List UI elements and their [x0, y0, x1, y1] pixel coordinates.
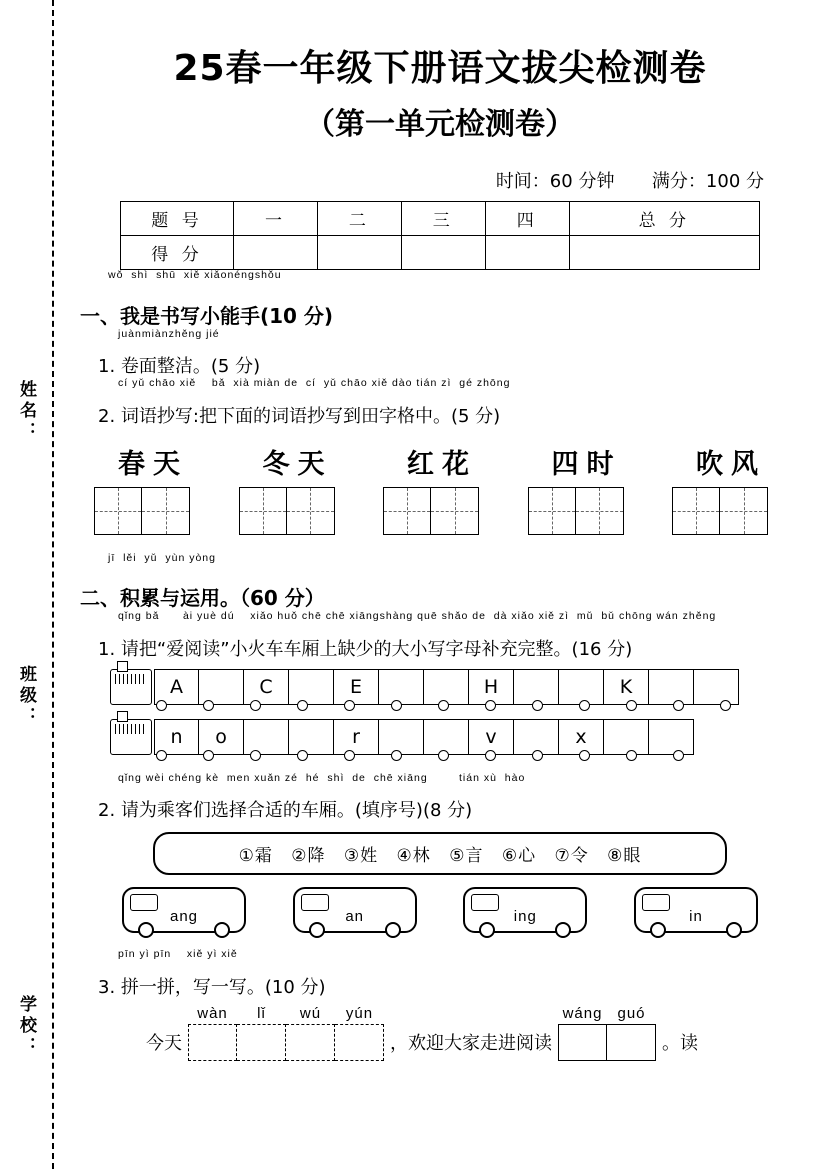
option-2[interactable]: ②降: [291, 846, 326, 867]
letter-train: [110, 669, 800, 755]
write-grid[interactable]: [188, 1024, 384, 1061]
score-header-4: 四: [485, 202, 569, 236]
train-car[interactable]: K: [604, 669, 649, 705]
wheel-icon: [203, 750, 214, 761]
score-cell-3[interactable]: [401, 236, 485, 270]
tianzi-grid-1[interactable]: [94, 487, 212, 535]
table-row: [121, 236, 760, 270]
score-cell-4[interactable]: [485, 236, 569, 270]
word-block-2: [239, 442, 357, 535]
train-wheels: [156, 700, 767, 711]
sentence-before: 今天: [146, 1032, 182, 1054]
wheel-icon: [650, 922, 666, 938]
answer-grid-1-pinyin: [188, 1005, 384, 1022]
section1-q1-pinyin: juànmiànzhěng jié: [118, 327, 220, 340]
wheel-icon: [250, 750, 261, 761]
option-6[interactable]: ⑥心: [501, 846, 537, 867]
pinyin-syllable: wàn: [197, 1004, 228, 1022]
section2-q3-pinyin: pīn yì pīn xiě yì xiě: [118, 948, 238, 961]
wheel-icon: [532, 700, 543, 711]
score-header-label: 题 号: [121, 202, 234, 236]
word-label-5: 吹风: [696, 448, 766, 480]
wheel-icon: [309, 922, 325, 938]
bus-card-ing[interactable]: [463, 887, 587, 933]
pinyin-syllable: lǐ: [257, 1004, 266, 1022]
section1-pinyin: wǒ shì shū xiě xiǎonéngshǒu: [108, 269, 282, 281]
train-car[interactable]: o: [199, 719, 244, 755]
wheel-icon: [438, 700, 449, 711]
train-car[interactable]: C: [244, 669, 289, 705]
section1-heading: 一、我是书写小能手(10 分): [80, 303, 334, 328]
bus-card-ang[interactable]: [122, 887, 246, 933]
lowercase-train: [110, 719, 800, 755]
option-7[interactable]: ⑦令: [554, 846, 589, 867]
write-cell[interactable]: [607, 1024, 656, 1061]
answer-grid-1[interactable]: [188, 1005, 384, 1061]
tianzi-grid-3[interactable]: [383, 487, 501, 535]
pinyin-syllable: wú: [299, 1004, 322, 1022]
wheel-icon: [138, 922, 154, 938]
section2-q2-text: 2. 请为乘客们选择合适的车厢。(填序号)(8 分): [98, 800, 473, 822]
option-5[interactable]: ⑤言: [449, 846, 484, 867]
tianzi-cell[interactable]: [94, 487, 142, 535]
wheel-icon: [344, 700, 355, 711]
answer-grid-2-pinyin: [558, 1005, 656, 1022]
grille-icon: [115, 674, 147, 684]
wheel-icon: [250, 700, 261, 711]
score-cell-1[interactable]: [234, 236, 318, 270]
side-label-school: 学校：: [16, 995, 36, 1058]
options-box: [153, 832, 727, 875]
section1-q2-pinyin: cí yǔ chāo xiě bǎ xià miàn de cí yǔ chāo xiě dào tián zì gé zhōng: [118, 377, 511, 390]
tianzi-cell[interactable]: [720, 487, 768, 535]
answer-grid-2[interactable]: [558, 1005, 656, 1061]
wheel-icon: [673, 700, 684, 711]
bus-row: [122, 887, 758, 933]
word-block-4: [528, 442, 646, 535]
wheel-icon: [214, 922, 230, 938]
train-car[interactable]: H: [469, 669, 514, 705]
word-block-3: [383, 442, 501, 535]
word-label-2: 冬天: [262, 448, 333, 480]
write-cell[interactable]: [237, 1024, 286, 1061]
section1-q2-text: 2. 词语抄写:把下面的词语抄写到田字格中。(5 分): [98, 405, 501, 427]
bus-card-in[interactable]: [634, 887, 758, 933]
pinyin-syllable: yún: [345, 1004, 374, 1022]
bus-label: ing: [513, 908, 537, 926]
tianzi-grid-5[interactable]: [672, 487, 790, 535]
tianzi-cell[interactable]: [142, 487, 190, 535]
exam-time: 时间：60 分钟: [495, 171, 615, 192]
pinyin-write-line: [140, 1005, 800, 1061]
side-label-name: 姓名：: [16, 380, 36, 443]
page-subtitle: （第一单元检测卷）: [305, 107, 575, 142]
wheel-icon: [156, 700, 167, 711]
train-car[interactable]: A: [154, 669, 199, 705]
write-cell[interactable]: [335, 1024, 384, 1061]
page-content: [80, 0, 800, 1061]
tianzi-cell[interactable]: [528, 487, 576, 535]
wheel-icon: [485, 750, 496, 761]
pinyin-syllable: wáng: [562, 1004, 603, 1022]
train-wheels: [156, 750, 720, 761]
wheel-icon: [391, 750, 402, 761]
write-cell[interactable]: [286, 1024, 335, 1061]
tianzi-cell[interactable]: [576, 487, 624, 535]
train-car[interactable]: r: [334, 719, 379, 755]
table-row: [121, 202, 760, 236]
tianzi-cell[interactable]: [672, 487, 720, 535]
write-grid[interactable]: [558, 1024, 656, 1061]
bus-label: in: [689, 908, 703, 926]
word-label-1: 春天: [118, 448, 188, 480]
word-block-1: [94, 442, 212, 535]
tianzi-cell[interactable]: [383, 487, 431, 535]
train-car[interactable]: x: [559, 719, 604, 755]
tianzi-cell[interactable]: [287, 487, 335, 535]
score-row-label: 得 分: [121, 236, 234, 270]
write-cell[interactable]: [558, 1024, 607, 1061]
side-label-class: 班级：: [16, 665, 36, 728]
tianzi-cell[interactable]: [431, 487, 479, 535]
wheel-icon: [626, 700, 637, 711]
section2-q3-text: 3. 拼一拼，写一写。(10 分): [98, 976, 326, 998]
page-title: 25春一年级下册语文拔尖检测卷: [173, 48, 707, 89]
score-header-3: 三: [401, 202, 485, 236]
pinyin-syllable: guó: [617, 1004, 646, 1022]
bus-label: ang: [169, 908, 199, 926]
wheel-icon: [485, 700, 496, 711]
sentence-middle: ，欢迎大家走进阅读: [390, 1032, 552, 1054]
bus-card-an[interactable]: [293, 887, 417, 933]
locomotive-icon: [110, 719, 152, 755]
wheel-icon: [203, 700, 214, 711]
uppercase-train: [110, 669, 800, 705]
wheel-icon: [438, 750, 449, 761]
sentence-after: 。读: [662, 1032, 698, 1054]
train-car[interactable]: n: [154, 719, 199, 755]
tianzi-grid-2[interactable]: [239, 487, 357, 535]
score-header-2: 二: [317, 202, 401, 236]
wheel-icon: [344, 750, 355, 761]
section2-q2-pinyin: qǐng wèi chéng kè men xuǎn zé hé shì de chē xiāng tián xù hào: [118, 771, 526, 784]
locomotive-icon: [110, 669, 152, 705]
option-3[interactable]: ③姓: [343, 846, 379, 867]
write-cell[interactable]: [188, 1024, 237, 1061]
wheel-icon: [579, 750, 590, 761]
train-car[interactable]: v: [469, 719, 514, 755]
option-4[interactable]: ④林: [396, 846, 431, 867]
wheel-icon: [720, 700, 731, 711]
wheel-icon: [626, 750, 637, 761]
bus-label: an: [345, 908, 364, 926]
wheel-icon: [391, 700, 402, 711]
score-table: [120, 201, 760, 270]
wheel-icon: [385, 922, 401, 938]
option-8[interactable]: ⑧眼: [607, 846, 642, 867]
exam-full-score: 满分：100 分: [651, 171, 764, 192]
score-cell-2[interactable]: [317, 236, 401, 270]
wheel-icon: [555, 922, 571, 938]
section2-pinyin: jī lěi yǔ yùn yòng: [108, 551, 216, 564]
section2-q1-pinyin: qǐng bǎ ài yuè dú xiǎo huǒ chē chē xiāngshàng quē shǎo de dà xiǎo xiě zì mǔ bǔ chōng wán zhěng: [118, 610, 717, 623]
word-copy-row: [94, 442, 790, 535]
word-label-4: 四时: [551, 448, 622, 480]
wheel-icon: [726, 922, 742, 938]
wheel-icon: [156, 750, 167, 761]
score-header-total: 总 分: [569, 202, 759, 236]
word-label-3: 红花: [407, 448, 477, 480]
grille-icon: [115, 724, 147, 734]
score-header-1: 一: [234, 202, 318, 236]
wheel-icon: [297, 700, 308, 711]
tianzi-grid-4[interactable]: [528, 487, 646, 535]
train-car[interactable]: E: [334, 669, 379, 705]
wheel-icon: [532, 750, 543, 761]
smokestack-icon: [117, 711, 128, 722]
wheel-icon: [297, 750, 308, 761]
tianzi-cell[interactable]: [239, 487, 287, 535]
wheel-icon: [479, 922, 495, 938]
section2-heading: 二、积累与运用。（60 分）: [80, 586, 325, 611]
score-cell-total[interactable]: [569, 236, 759, 270]
section1-q1-text: 1. 卷面整洁。(5 分): [98, 356, 261, 378]
binding-dashed-line: [52, 0, 54, 1169]
exam-meta: [80, 167, 764, 193]
wheel-icon: [673, 750, 684, 761]
word-block-5: [672, 442, 790, 535]
smokestack-icon: [117, 661, 128, 672]
option-1[interactable]: ①霜: [238, 846, 273, 867]
wheel-icon: [579, 700, 590, 711]
section2-q1-text: 1. 请把“爱阅读”小火车车厢上缺少的大小写字母补充完整。(16 分): [98, 638, 633, 660]
